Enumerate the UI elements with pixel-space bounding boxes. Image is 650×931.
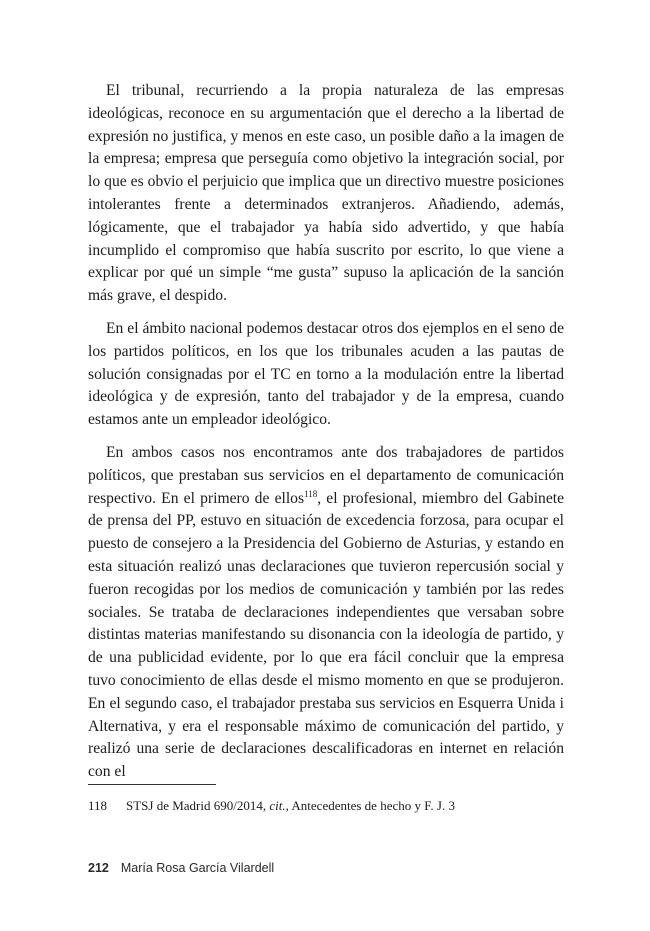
- footer-author: María Rosa García Vilardell: [120, 861, 275, 875]
- paragraph-1: El tribunal, recurriendo a la propia naturaleza de las empresas ideológicas, reconoce en su argumentación que el derecho a la libertad de expresión no justifica, y menos en este caso, un posible daño a la imagen de la empresa; empresa que perseguía como objetivo la integración social, por lo que es obvio el perjuicio que implica que un directivo muestre posiciones intolerantes frente a determinados extranjeros. Añadiendo, además, lógicamente, que el trabajador ya había sido advertido, y que había incumplido el compromiso que había suscrito por escrito, lo que viene a explicar por qué un simple “me gusta” supuso la aplicación de la sanción más grave, el despido.: [88, 82, 564, 305]
- footnote: [88, 797, 568, 815]
- footnote-text-after-italic: , Antecedentes de hecho y F. J. 3: [285, 798, 455, 813]
- footnote-text-before-italic: STSJ de Madrid 690/2014,: [126, 798, 270, 813]
- paragraph-2: En el ámbito nacional podemos destacar otros dos ejemplos en el seno de los partidos políticos, en los que los tribunales acuden a las pautas de solución consignadas por el TC en torno a la modulación entre la libertad ideológica y de expresión, tanto del trabajador y de la empresa, cuando estamos ante un empleador ideológico.: [88, 319, 564, 429]
- running-footer: [88, 859, 274, 877]
- footnote-reference: 118: [304, 488, 318, 499]
- page-body: [88, 80, 564, 784]
- footnote-separator: [88, 784, 216, 785]
- footnote-italic-text: cit.: [269, 798, 286, 813]
- page-number: 212: [88, 861, 109, 875]
- paragraph-3-text-after-note: , el profesional, miembro del Gabinete de prensa del PP, estuvo en situación de excedencia forzosa, para ocupar el puesto de consejero a la Presidencia del Gobierno de Asturias, y estando en esta situación realizó unas declaraciones que tuvieron repercusión social y fueron recogidas por los medios de comunicación y también por las redes sociales. Se trataba de declaraciones independientes que versaban sobre distintas materias manifestando su disonancia con la ideología de partido, y de una publicidad evidente, por lo que era fácil concluir que la empresa tuvo conocimiento de ellas desde el mismo momento en que se produjeron. En el segundo caso, el trabajador prestaba sus servicios en Esquerra Unida i Alternativa, y era el responsable máximo de comunicación del partido, y realizó una serie de declaraciones descalificadoras en internet en relación con el: [88, 489, 564, 781]
- paragraph-3: [88, 442, 564, 784]
- paragraph-3-text-before-note: En ambos casos nos encontramos ante dos trabajadores de partidos políticos, que prestaban sus servicios en el departamento de comunicación respectivo. En el primero de ellos: [88, 443, 564, 507]
- footnote-number: 118: [88, 798, 108, 813]
